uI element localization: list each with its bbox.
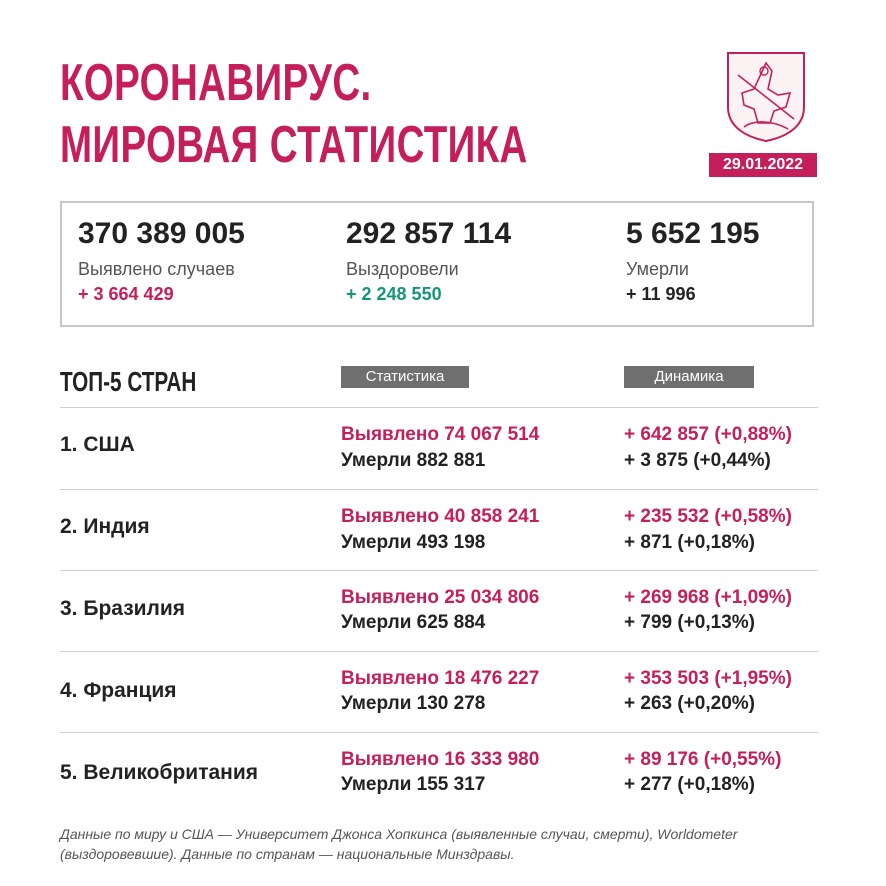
country-name: 1. США	[60, 433, 135, 456]
country-deaths-delta: + 799 (+0,13%)	[624, 612, 755, 633]
country-cases-delta: + 642 857 (+0,88%)	[624, 424, 792, 445]
dynamics-column-tag: Динамика	[624, 366, 754, 388]
country-deaths: Умерли 882 881	[341, 450, 486, 471]
row-divider	[60, 489, 818, 490]
moscow-coat-of-arms-icon	[724, 49, 808, 144]
deaths-delta: + 11 996	[626, 284, 696, 304]
date-badge: 29.01.2022	[709, 153, 817, 177]
summary-cases	[78, 217, 245, 305]
cases-label: Выявлено случаев	[78, 259, 235, 279]
recovered-label: Выздоровели	[346, 259, 459, 279]
cases-delta: + 3 664 429	[78, 284, 174, 304]
country-deaths: Умерли 625 884	[341, 612, 486, 633]
row-divider	[60, 732, 818, 733]
top-5-heading: ТОП-5 СТРАН	[60, 366, 197, 397]
row-divider	[60, 651, 818, 652]
footnote-line-1: Данные по миру и США — Университет Джонса Хопкинса (выявленные случаи, смерти), Worldometer	[60, 826, 738, 842]
country-cases-delta: + 235 532 (+0,58%)	[624, 506, 792, 527]
country-deaths-delta: + 263 (+0,20%)	[624, 693, 755, 714]
country-cases: Выявлено 16 333 980	[341, 749, 540, 770]
country-cases: Выявлено 18 476 227	[341, 668, 540, 689]
summary-deaths	[626, 217, 759, 305]
country-name: 3. Бразилия	[60, 597, 186, 620]
title-line-2: МИРОВАЯ СТАТИСТИКА	[60, 116, 528, 174]
summary-box	[60, 201, 814, 327]
country-cases: Выявлено 25 034 806	[341, 587, 540, 608]
country-cases-delta: + 89 176 (+0,55%)	[624, 749, 782, 770]
country-deaths: Умерли 155 317	[341, 774, 486, 795]
title-line-1: КОРОНАВИРУС.	[60, 54, 372, 112]
footnote-line-2: (выздоровевшие). Данные по странам — национальные Минздравы.	[60, 846, 515, 862]
country-cases-delta: + 353 503 (+1,95%)	[624, 668, 792, 689]
page-title	[60, 52, 528, 176]
country-deaths: Умерли 493 198	[341, 532, 486, 553]
summary-recovered	[346, 217, 511, 305]
country-deaths-delta: + 3 875 (+0,44%)	[624, 450, 771, 471]
footnote	[60, 824, 830, 864]
deaths-label: Умерли	[626, 259, 689, 279]
country-name: 2. Индия	[60, 515, 150, 538]
recovered-total: 292 857 114	[346, 217, 512, 250]
country-deaths: Умерли 130 278	[341, 693, 486, 714]
row-divider	[60, 570, 818, 571]
statistics-column-tag: Статистика	[341, 366, 469, 388]
country-deaths-delta: + 871 (+0,18%)	[624, 532, 755, 553]
row-divider	[60, 407, 818, 408]
country-cases: Выявлено 74 067 514	[341, 424, 540, 445]
country-name: 5. Великобритания	[60, 761, 259, 784]
country-deaths-delta: + 277 (+0,18%)	[624, 774, 755, 795]
deaths-total: 5 652 195	[626, 217, 760, 250]
recovered-delta: + 2 248 550	[346, 284, 442, 304]
country-cases-delta: + 269 968 (+1,09%)	[624, 587, 792, 608]
country-name: 4. Франция	[60, 679, 177, 702]
cases-total: 370 389 005	[78, 217, 245, 250]
country-cases: Выявлено 40 858 241	[341, 506, 540, 527]
